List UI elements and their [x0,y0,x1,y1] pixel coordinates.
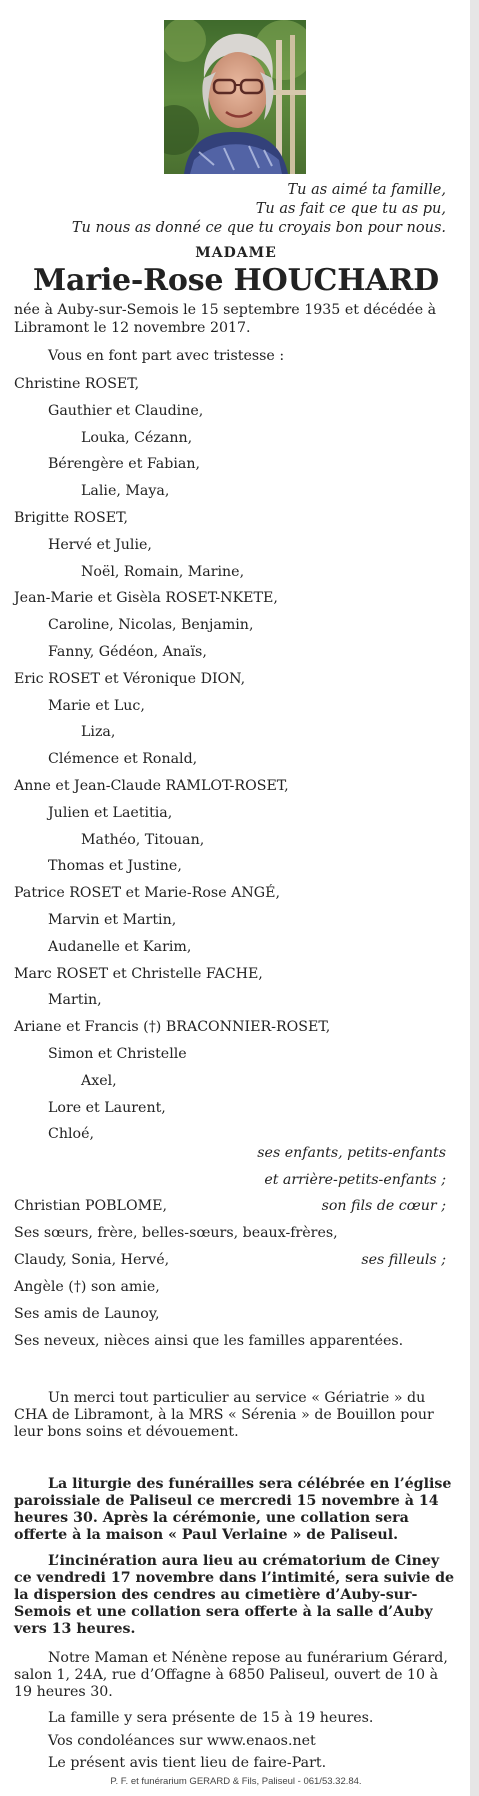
funerarium-paragraph: Notre Maman et Nénène repose au funérarium Gérard, salon 1, 24A, rue d’Offagne à 6850 Paliseul, ouvert de 10 à 19 heures 30. [14,1650,448,1700]
family-member-line: Bérengère et Fabian, [48,456,200,473]
launoy-line: Ses amis de Launoy, [14,1306,160,1322]
obituary-panel [2,0,470,1796]
quote-line-3: Tu nous as donné ce que tu croyais bon pour nous. [71,220,446,236]
faire-part-line: Le présent avis tient lieu de faire-Part. [48,1755,327,1771]
family-member-line: Patrice ROSET et Marie-Rose ANGÉ, [14,885,280,902]
family-member-line: Martin, [48,992,102,1009]
deceased-name: Marie-Rose HOUCHARD [32,263,440,298]
family-member-line: Marie et Luc, [48,697,145,714]
siblings-line: Ses sœurs, frère, belles-sœurs, beaux-frères, [14,1225,338,1241]
poblome-name: Christian POBLOME, [14,1198,167,1214]
quote-line-2: Tu as fait ce que tu as pu, [255,201,446,217]
family-member-line: Fanny, Gédéon, Anaïs, [48,644,207,660]
family-member-line: Mathéo, Titouan, [81,831,205,848]
presence-line: La famille y sera présente de 15 à 19 heures. [48,1710,374,1726]
incineration-paragraph: L’incinération aura lieu au crématorium de Ciney ce vendredi 17 novembre dans l’intimité, sera suivie de la dispersion des cendres au cimetière d’Auby-sur-Semois et une collation sera offerte à la salle d’Auby vers 13 heures. [14,1553,455,1637]
portrait-photo [164,20,306,174]
thanks-paragraph: Un merci tout particulier au service « Gériatrie » du CHA de Libramont, à la MRS « Sérenia » de Bouillon pour leur bons soins et dévouement. [14,1390,434,1440]
family-member-line: Lalie, Maya, [81,483,170,500]
title-madame: MADAME [195,245,277,261]
poblome-role: son fils de cœur ; [321,1198,446,1214]
family-member-line: Thomas et Justine, [48,858,182,875]
family-member-line: Anne et Jean-Claude RAMLOT-ROSET, [14,778,289,794]
family-member-line: Liza, [81,724,116,741]
family-caption-2: et arrière-petits-enfants ; [264,1172,446,1188]
family-member-line: Ariane et Francis (†) BRACONNIER-ROSET, [14,1019,331,1036]
family-member-line: Jean-Marie et Gisèla ROSET-NKETE, [14,590,278,607]
family-member-line: Eric ROSET et Véronique DION, [14,670,246,687]
angele-line: Angèle (†) son amie, [14,1279,160,1295]
family-member-line: Hervé et Julie, [48,536,152,553]
condoleances-line: Vos condoléances sur www.enaos.net [48,1733,316,1749]
family-member-line: Noël, Romain, Marine, [81,563,245,580]
family-caption-1: ses enfants, petits-enfants [257,1145,446,1161]
family-member-line: Gauthier et Claudine, [48,402,204,419]
intro-text: Vous en font part avec tristesse : [48,348,285,364]
family-member-line: Julien et Laetitia, [48,804,173,821]
family-member-line: Caroline, Nicolas, Benjamin, [48,617,254,634]
filleuls-names: Claudy, Sonia, Hervé, [14,1252,170,1268]
quote-line-1: Tu as aimé ta famille, [287,182,446,198]
family-member-line: Audanelle et Karim, [48,938,192,955]
birth-line-2: Libramont le 12 novembre 2017. [14,320,251,336]
family-member-line: Louka, Cézann, [81,429,193,446]
family-member-line: Axel, [81,1072,117,1089]
family-member-line: Brigitte ROSET, [14,510,128,526]
liturgie-paragraph: La liturgie des funérailles sera célébrée en l’église paroissiale de Paliseul ce mercredi 15 novembre à 14 heures 30. Après la cérémonie, une collation sera offerte à la maison « Paul Verlaine » de Paliseul. [14,1476,452,1543]
neveux-line: Ses neveux, nièces ainsi que les familles apparentées. [14,1333,404,1349]
family-member-line: Christine ROSET, [14,376,140,392]
family-member-line: Marvin et Martin, [48,912,177,928]
family-member-line: Simon et Christelle [48,1046,187,1062]
family-member-line: Chloé, [48,1126,94,1143]
page-margin-bar [470,0,479,1796]
family-member-line: Marc ROSET et Christelle FACHE, [14,965,263,982]
footer-credit: P. F. et funérarium GERARD & Fils, Paliseul - 061/53.32.84. [110,1776,362,1787]
family-member-line: Lore et Laurent, [48,1099,166,1116]
filleuls-role: ses filleuls ; [361,1252,446,1268]
family-member-line: Clémence et Ronald, [48,751,198,768]
birth-line-1: née à Auby-sur-Semois le 15 septembre 1935 et décédée à [14,302,437,318]
